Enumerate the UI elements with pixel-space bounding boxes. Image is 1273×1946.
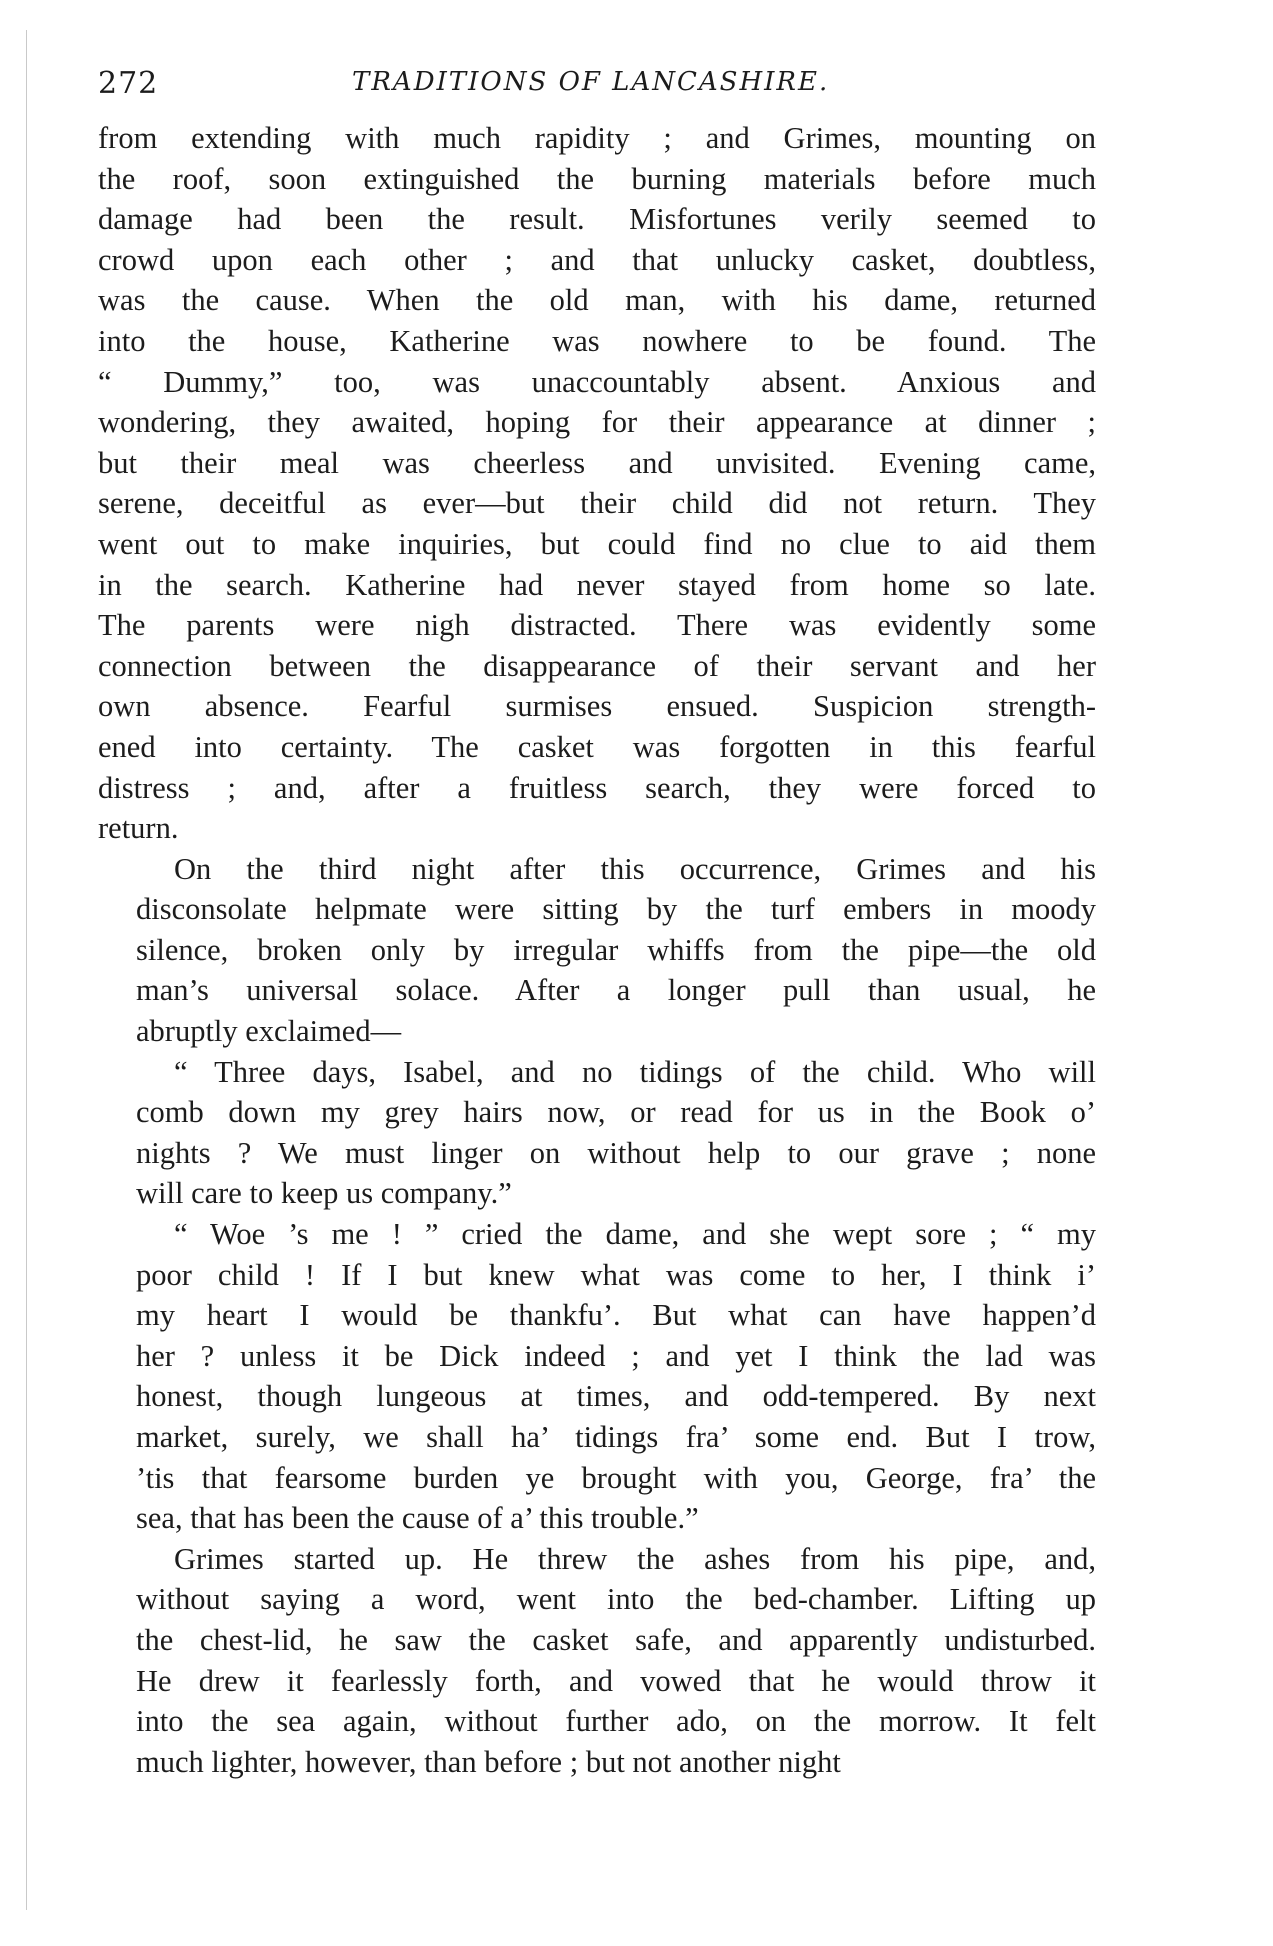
text-line: “ Three days, Isabel, and no tidings of the child. Who will bbox=[174, 1054, 1096, 1089]
text-line: disconsolate helpmate were sitting by the turf embers in moody bbox=[136, 892, 1096, 927]
paragraph bbox=[98, 118, 1096, 849]
paragraph bbox=[98, 849, 1096, 1052]
text-line: damage had been the result. Misfortunes verily seemed to bbox=[98, 202, 1096, 237]
text-line: own absence. Fearful surmises ensued. Suspicion strength- bbox=[98, 689, 1096, 724]
text-line: distress ; and, after a fruitless search, they were forced to bbox=[98, 770, 1096, 805]
text-line: my heart I would be thankfu’. But what can have happen’d bbox=[136, 1298, 1096, 1333]
text-line: return. bbox=[98, 811, 179, 846]
body-text bbox=[98, 118, 1096, 1782]
text-line: connection between the disappearance of their servant and her bbox=[98, 648, 1096, 683]
page-number: 272 bbox=[98, 66, 159, 101]
text-line: in the search. Katherine had never stayed from home so late. bbox=[98, 567, 1096, 602]
text-line: went out to make inquiries, but could find no clue to aid them bbox=[98, 526, 1096, 561]
text-line: silence, broken only by irregular whiffs from the pipe—the old bbox=[136, 932, 1096, 967]
text-line: was the cause. When the old man, with his dame, returned bbox=[98, 283, 1096, 318]
text-line: without saying a word, went into the bed-chamber. Lifting up bbox=[136, 1582, 1096, 1617]
text-line: wondering, they awaited, hoping for their appearance at dinner ; bbox=[98, 405, 1096, 440]
text-line: much lighter, however, than before ; but not another night bbox=[136, 1744, 841, 1779]
paragraph bbox=[98, 1052, 1096, 1214]
running-title: TRADITIONS OF LANCASHIRE. bbox=[352, 67, 830, 97]
text-line: ’tis that fearsome burden ye brought with you, George, fra’ the bbox=[136, 1460, 1096, 1495]
text-line: serene, deceitful as ever—but their child did not return. They bbox=[98, 486, 1096, 521]
text-line: into the sea again, without further ado, on the morrow. It felt bbox=[136, 1704, 1096, 1739]
text-line: poor child ! If I but knew what was come to her, I think i’ bbox=[136, 1257, 1096, 1292]
text-line: On the third night after this occurrence, Grimes and his bbox=[174, 851, 1096, 886]
text-line: abruptly exclaimed— bbox=[136, 1014, 402, 1049]
text-line: but their meal was cheerless and unvisited. Evening came, bbox=[98, 445, 1096, 480]
text-line: nights ? We must linger on without help to our grave ; none bbox=[136, 1135, 1096, 1170]
text-line: Grimes started up. He threw the ashes from his pipe, and, bbox=[174, 1541, 1096, 1576]
text-line: The parents were nigh distracted. There was evidently some bbox=[98, 608, 1096, 643]
text-line: “ Dummy,” too, was unaccountably absent. Anxious and bbox=[98, 364, 1096, 399]
paragraph bbox=[98, 1214, 1096, 1539]
left-margin-rule bbox=[26, 30, 27, 1910]
text-line: comb down my grey hairs now, or read for us in the Book o’ bbox=[136, 1095, 1096, 1130]
text-line: from extending with much rapidity ; and Grimes, mounting on bbox=[98, 121, 1096, 155]
text-line: market, surely, we shall ha’ tidings fra’ some end. But I trow, bbox=[136, 1420, 1096, 1454]
text-line: man’s universal solace. After a longer pull than usual, he bbox=[136, 973, 1096, 1008]
page-header bbox=[98, 66, 1098, 106]
text-line: the roof, soon extinguished the burning materials before much bbox=[98, 161, 1096, 196]
text-line: He drew it fearlessly forth, and vowed that he would throw it bbox=[136, 1663, 1096, 1698]
text-line: honest, though lungeous at times, and odd-tempered. By next bbox=[136, 1379, 1096, 1414]
text-line: into the house, Katherine was nowhere to be found. The bbox=[98, 323, 1096, 358]
text-line: sea, that has been the cause of a’ this trouble.” bbox=[136, 1501, 699, 1536]
text-line: the chest-lid, he saw the casket safe, and apparently undisturbed. bbox=[136, 1622, 1096, 1657]
text-line: her ? unless it be Dick indeed ; and yet I think the lad was bbox=[136, 1338, 1096, 1373]
paragraph bbox=[98, 1539, 1096, 1783]
text-line: “ Woe ’s me ! ” cried the dame, and she wept sore ; “ my bbox=[174, 1217, 1096, 1252]
text-line: will care to keep us company.” bbox=[136, 1176, 512, 1211]
text-line: crowd upon each other ; and that unlucky casket, doubtless, bbox=[98, 242, 1096, 277]
text-line: ened into certainty. The casket was forgotten in this fearful bbox=[98, 729, 1096, 764]
